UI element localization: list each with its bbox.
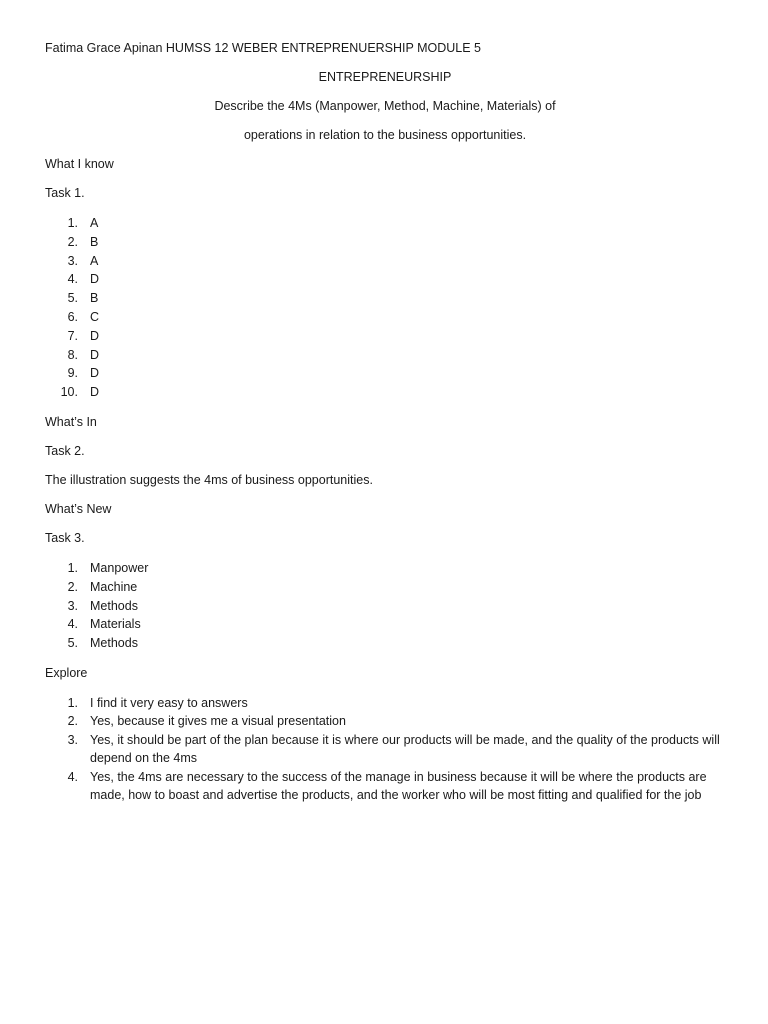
list-item: 2. Yes, because it gives me a visual presentation: [67, 714, 346, 729]
section-heading-explore: Explore: [45, 665, 88, 680]
list-item: 4. D: [67, 272, 100, 287]
task-2-answer: The illustration suggests the 4ms of business opportunities.: [45, 472, 373, 487]
list-item: 7. D: [67, 328, 100, 343]
document-page: [45, 40, 725, 817]
task-3-answer-list: [45, 559, 725, 653]
task-1-answer-list: [45, 214, 725, 402]
section-heading-whats-new: What’s New: [45, 501, 112, 516]
list-item: 9. D: [67, 366, 100, 381]
task-1-label: Task 1.: [45, 186, 85, 200]
section-heading-whats-in: What’s In: [45, 414, 97, 429]
list-item: 3. A: [67, 253, 99, 268]
description-line-2: operations in relation to the business opportunities.: [243, 128, 527, 142]
list-item: 5. Methods: [67, 636, 138, 651]
document-title: ENTREPRENEURSHIP: [318, 70, 452, 84]
description-line-1: Describe the 4Ms (Manpower, Method, Machine, Materials) of: [214, 99, 556, 113]
list-item: 10. D: [60, 385, 100, 400]
list-item: 8. D: [67, 347, 100, 362]
task-3-label: Task 3.: [45, 530, 85, 545]
list-item: 4. Yes, the 4ms are necessary to the success of the manage in business because it will be where the products are made, how to boast and advertise the products, and the worker who will be most fitting and qualified for the job: [67, 769, 707, 803]
list-item: 2. Machine: [67, 579, 138, 594]
list-item: 6. C: [67, 309, 100, 324]
task-2-label: Task 2.: [45, 443, 85, 458]
list-item: 2. B: [67, 234, 99, 249]
list-item: 1. A: [67, 216, 99, 230]
list-item: 5. B: [67, 291, 99, 306]
list-item: 4. Materials: [67, 617, 141, 632]
section-heading-what-i-know: What I know: [45, 157, 114, 171]
list-item: 1. Manpower: [67, 560, 149, 575]
list-item: 3. Yes, it should be part of the plan because it is where our products will be made, and the quality of the products will depend on the 4ms: [67, 732, 720, 766]
explore-answer-list: [45, 694, 725, 805]
document-header: Fatima Grace Apinan HUMSS 12 WEBER ENTREPRENUERSHIP MODULE 5: [45, 41, 482, 55]
list-item: 3. Methods: [67, 598, 138, 613]
list-item: 1. I find it very easy to answers: [67, 695, 248, 710]
